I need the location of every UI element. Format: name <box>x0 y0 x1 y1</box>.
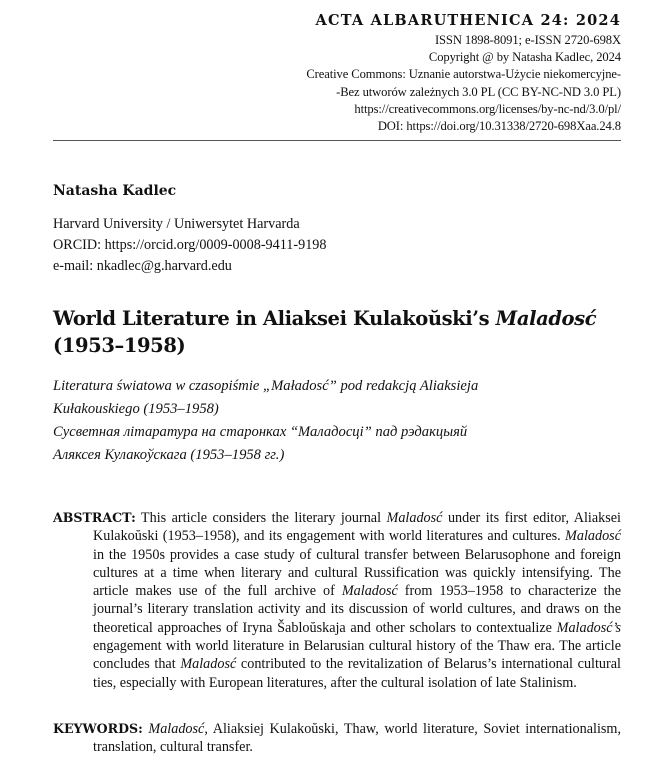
belarusian-title-line-1: Сусветная літаратура на старонках “Маладосці” пад рэдакцыяй <box>53 424 468 440</box>
copyright: Copyright @ by Natasha Kadlec, 2024 <box>428 50 621 65</box>
abstract-italic: Maladosć <box>341 583 398 600</box>
doi[interactable]: DOI: https://doi.org/10.31338/2720-698Xaa.24.8 <box>377 119 621 134</box>
article-title <box>53 305 633 359</box>
belarusian-title-line-2: Аляксея Кулакоўскага (1953–1958 гг.) <box>53 447 285 463</box>
abstract-italic: Maladosć’s <box>556 619 621 636</box>
abstract-text: from 1953–1958 to characterize the journal’s literary translation activity and its discussion of world cultures, and draws on the theoretical approaches of Iryna Šabloŭskaja and other scholars to contextualize <box>93 583 622 636</box>
abstract-text: This article considers the literary journal <box>135 510 387 526</box>
keywords-label: KEYWORDS: <box>53 721 143 736</box>
header-divider <box>53 140 621 141</box>
issn: ISSN 1898-8091; e-ISSN 2720-698X <box>434 33 621 47</box>
abstract-label: ABSTRACT: <box>53 510 136 525</box>
abstract-text: engagement with world literature in Belarusian cultural history of the Thaw era. The article concludes that <box>93 638 621 673</box>
email[interactable]: e-mail: nkadlec@g.harvard.edu <box>53 258 232 274</box>
abstract-italic: Maladosć <box>386 510 443 526</box>
abstract-text: under its first editor, Aliaksei Kulakoŭski (1953–1958), and its engagement with world literatures and cultures. <box>93 510 621 545</box>
polish-title-line-1: Literatura światowa w czasopiśmie „Maładosć” pod redakcją Aliaksieja <box>53 378 479 394</box>
abstract-italic: Maladosć <box>565 528 621 545</box>
author-details <box>53 214 327 277</box>
abstract-italic: Maladosć <box>180 656 237 673</box>
affiliation: Harvard University / Uniwersytet Harvarda <box>53 216 300 232</box>
orcid[interactable]: ORCID: https://orcid.org/0009-0008-9411-9198 <box>53 237 327 253</box>
journal-header <box>306 10 621 135</box>
keywords <box>53 720 621 757</box>
title-text: World Literature in Aliaksei Kulakoŭski’s <box>53 307 496 330</box>
license-line-2: -Bez utworów zależnych 3.0 PL (CC BY-NC-ND 3.0 PL) <box>336 84 621 99</box>
translated-titles <box>53 375 613 467</box>
title-years: (1953–1958) <box>53 334 186 357</box>
abstract <box>53 509 621 692</box>
keyword-italic: Maladosć <box>148 721 205 737</box>
keywords-text: , Aliaksiej Kulakoŭski, Thaw, world literature, Soviet internationalism, translation, cultural transfer. <box>93 721 621 756</box>
abstract-text: in the 1950s provides a case study of cultural transfer between Belarusophone and foreign cultures at a time when literary and cultural Russification was quickly intensifying. The article makes use of the full archive of <box>93 546 621 600</box>
title-journal-name: Maladosć <box>495 307 597 330</box>
journal-title: ACTA ALBARUTHENICA 24: 2024 <box>315 12 621 29</box>
abstract-text: contributed to the revitalization of Belarus’s international cultural ties, especially with European literatures, after the cultural isolation of late Stalinism. <box>93 656 621 691</box>
author-name: Natasha Kadlec <box>53 183 177 199</box>
license-url[interactable]: https://creativecommons.org/licenses/by-nc-nd/3.0/pl/ <box>354 101 621 116</box>
license-line-1: Creative Commons: Uznanie autorstwa-Użycie niekomercyjne- <box>306 67 621 82</box>
polish-title-line-2: Kułakouskiego (1953–1958) <box>53 401 219 417</box>
